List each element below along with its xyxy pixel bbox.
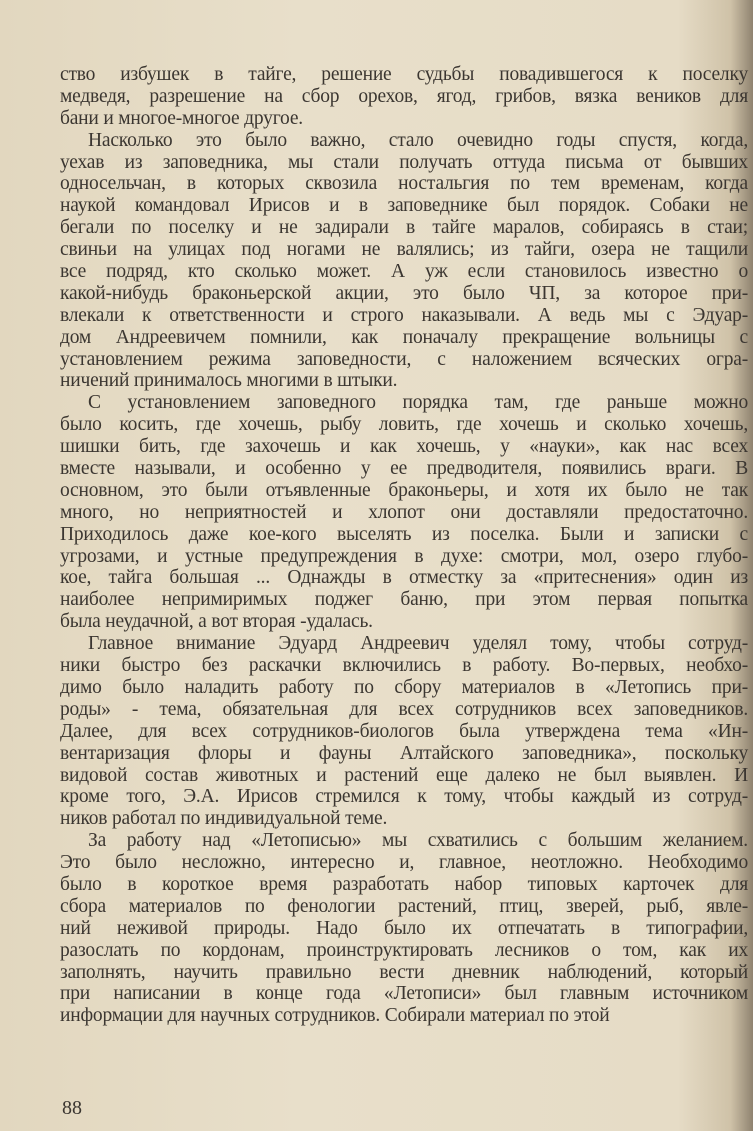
text-line: установлением режима заповедности, с наложением всяческих огра- [60,348,748,370]
text-line: было косить, где хочешь, рыбу ловить, где хочешь и сколько хочешь, [60,414,748,436]
text-line: роды» - тема, обязательная для всех сотрудников всех заповедников. [60,698,748,720]
text-line: медведя, разрешение на сбор орехов, ягод, грибов, вязка веников для [60,85,748,107]
text-line: ников работал по индивидуальной теме. [60,808,388,830]
text-line: С установлением заповедного порядка там, где раньше можно [88,392,748,414]
page-number: 88 [62,1097,82,1119]
text-line: сбора материалов по фенологии растений, птиц, зверей, рыб, явле- [60,895,748,917]
text-line: была неудачной, а вот вторая -удалась. [60,611,373,633]
paragraph [60,392,748,633]
text-line: все подряд, кто сколько может. А уж если становилось известно о [60,261,748,283]
text-line: За работу над «Летописью» мы схватились с большим желанием. [88,830,748,852]
text-line: наукой командовал Ирисов и в заповеднике был порядок. Собаки не [60,195,748,217]
page-body-text [60,64,748,1027]
paragraph [60,64,748,130]
text-line: Приходилось даже кое-кого выселять из поселка. Были и записки с [60,523,748,545]
text-line: наиболее непримиримых поджег баню, при этом первая попытка [60,589,748,611]
text-line: ничений принималось многими в штыки. [60,370,398,392]
paragraph [60,633,748,830]
text-line: кое, тайга большая ... Однажды в отместку за «притеснения» один из [60,567,748,589]
text-line: Далее, для всех сотрудников-биологов была утверждена тема «Ин- [60,720,748,742]
text-line: основном, это были отъявленные браконьеры, и хотя их было не так [60,479,748,501]
text-line: вентаризация флоры и фауны Алтайского заповедника», поскольку [60,742,748,764]
text-line: кроме того, Э.А. Ирисов стремился к тому, чтобы каждый из сотруд- [60,786,748,808]
text-line: ний неживой природы. Надо было их отпечатать в типографии, [60,917,748,939]
text-line: влекали к ответственности и строго наказывали. А ведь мы с Эдуар- [60,304,748,326]
text-line: угрозами, и устные предупреждения в духе: смотри, мол, озеро глубо- [60,545,748,567]
text-line: Это было несложно, интересно и, главное, неотложно. Необходимо [60,852,748,874]
text-line: свиньи на улицах под ногами не валялись; из тайги, озера не тащили [60,239,748,261]
text-line: односельчан, в которых сквозила ностальгия по тем временам, когда [60,173,748,195]
text-line: было в короткое время разработать набор типовых карточек для [60,873,748,895]
text-line: Главное внимание Эдуард Андреевич уделял тому, чтобы сотруд- [88,633,748,655]
text-line: шишки бить, где захочешь и как хочешь, у «науки», как нас всех [60,436,748,458]
paragraph [60,130,748,393]
text-line: Насколько это было важно, стало очевидно годы спустя, когда, [88,129,748,151]
text-line: видовой состав животных и растений еще далеко не был выявлен. И [60,764,748,786]
paragraph [60,830,748,1027]
text-line: заполнять, научить правильно вести дневник наблюдений, который [60,961,748,983]
text-line: какой-нибудь браконьерской акции, это было ЧП, за которое при- [60,282,748,304]
text-line: ство избушек в тайге, решение судьбы повадившегося к поселку [60,64,748,85]
text-line: информации для научных сотрудников. Собирали материал по этой [60,1005,610,1027]
text-line: при написании в конце года «Летописи» был главным источником [60,983,748,1005]
text-line: бегали по поселку и не задирали в тайге маралов, собираясь в стаи; [60,217,748,239]
text-line: уехав из заповедника, мы стали получать оттуда письма от бывших [60,151,748,173]
text-line: вместе называли, и особенно у ее предводителя, появились враги. В [60,458,748,480]
text-line: дом Андреевичем помнили, как поначалу прекращение вольницы с [60,326,748,348]
text-line: разослать по кордонам, проинструктировать лесников о том, как их [60,939,748,961]
text-line: бани и многое-многое другое. [60,107,303,129]
text-line: димо было наладить работу по сбору материалов в «Летопись при- [60,676,748,698]
text-line: много, но неприятностей и хлопот они доставляли предостаточно. [60,501,748,523]
text-line: ники быстро без раскачки включились в работу. Во-первых, необхо- [60,655,748,677]
